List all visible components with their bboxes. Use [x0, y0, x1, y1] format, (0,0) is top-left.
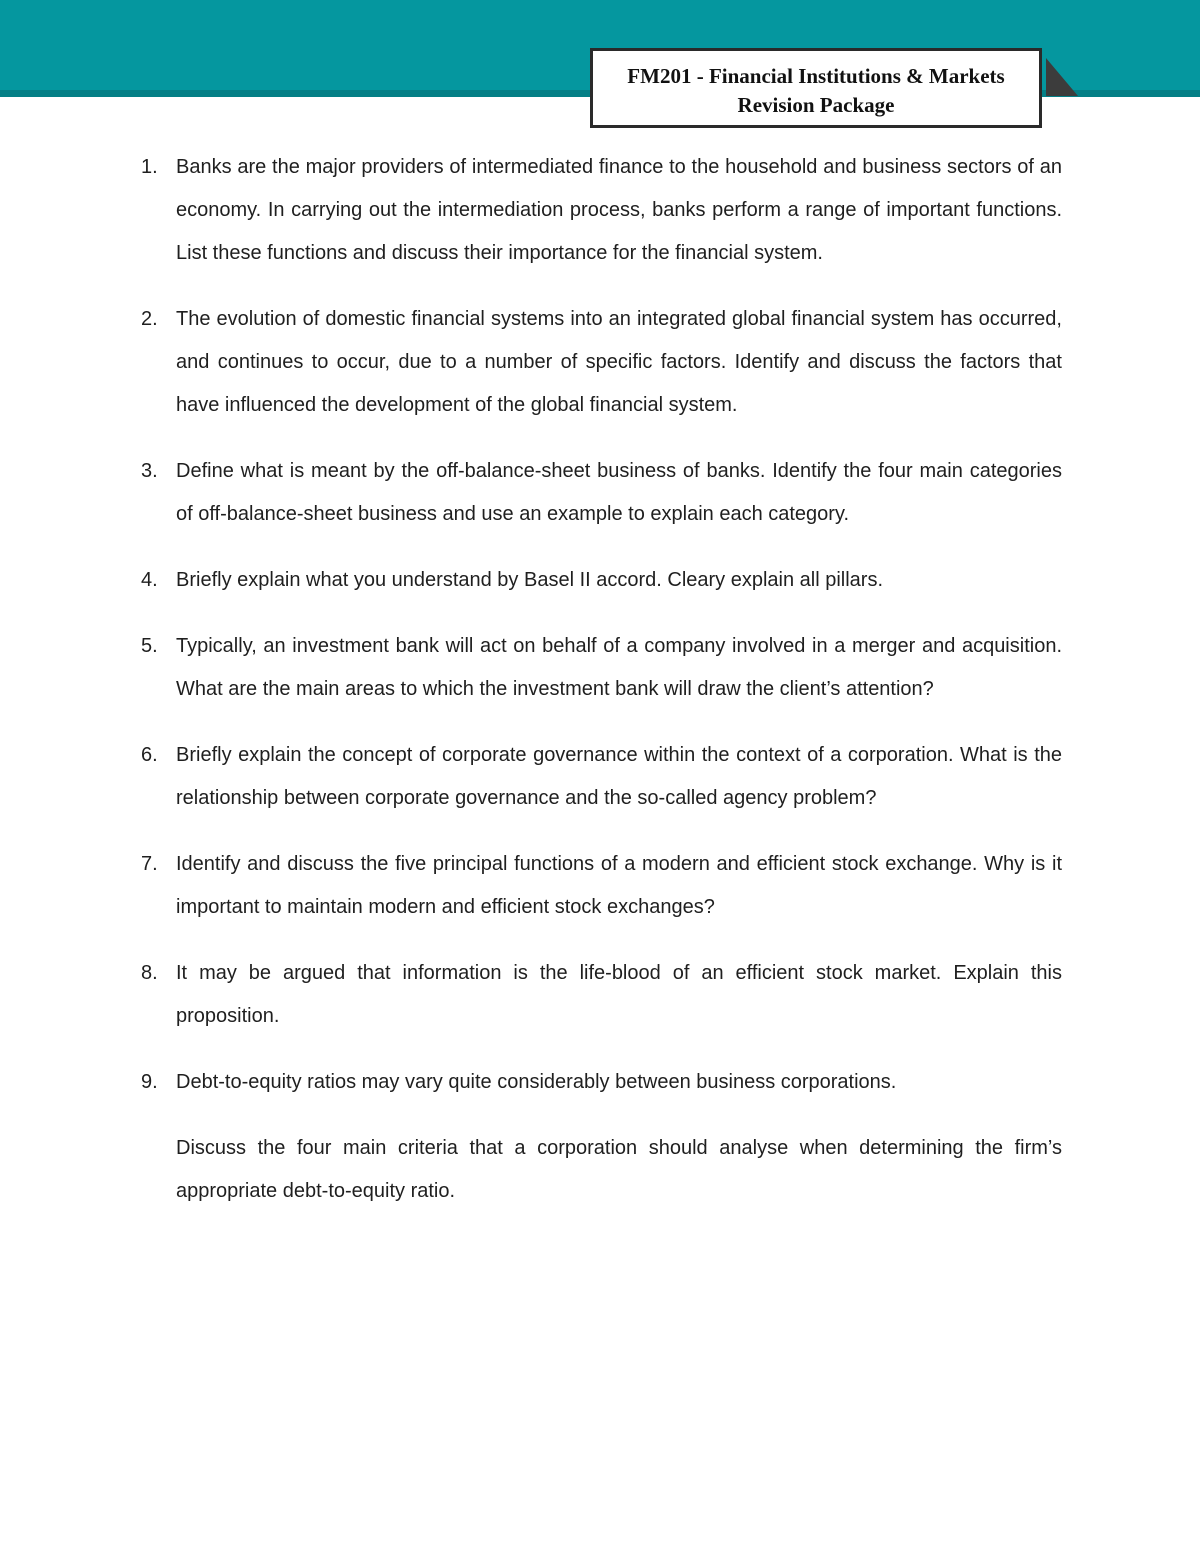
question-number: 5. — [141, 635, 158, 657]
question-text: The evolution of domestic financial systems into an integrated global financial system has occurred, and continues to occur, due to a number of specific factors. Identify and discuss the factors that have influenced the development of the global financial system. — [176, 308, 1062, 416]
question-item — [0, 843, 1200, 929]
question-text: Debt-to-equity ratios may vary quite considerably between business corporations. — [176, 1071, 897, 1093]
question-text: Briefly explain what you understand by Basel II accord. Cleary explain all pillars. — [176, 569, 884, 591]
question-number: 3. — [141, 460, 158, 482]
question-item — [0, 559, 1200, 602]
question-followup-text: Discuss the four main criteria that a corporation should analyse when determining the firm’s appropriate debt-to-equity ratio. — [176, 1137, 1062, 1202]
document-subtitle: Revision Package — [737, 93, 895, 117]
question-number: 4. — [141, 569, 158, 591]
question-number: 9. — [141, 1071, 158, 1093]
document-title: FM201 - Financial Institutions & Markets — [627, 64, 1005, 88]
question-text: It may be argued that information is the life-blood of an efficient stock market. Explain this proposition. — [176, 962, 1062, 1027]
question-item — [0, 450, 1200, 536]
question-list — [0, 146, 1200, 1236]
question-text: Identify and discuss the five principal functions of a modern and efficient stock exchange. Why is it important to maintain modern and efficient stock exchanges? — [176, 853, 1062, 918]
question-number: 8. — [141, 962, 158, 984]
question-item — [0, 298, 1200, 427]
question-number: 2. — [141, 308, 158, 330]
question-number: 6. — [141, 744, 158, 766]
document-title-box — [590, 48, 1042, 128]
question-item — [0, 146, 1200, 275]
question-text: Briefly explain the concept of corporate governance within the context of a corporation. What is the relationship between corporate governance and the so-called agency problem? — [176, 744, 1062, 809]
question-item — [0, 734, 1200, 820]
question-number: 7. — [141, 853, 158, 875]
question-item — [0, 625, 1200, 711]
question-item — [0, 952, 1200, 1038]
question-number: 1. — [141, 156, 158, 178]
question-item — [0, 1061, 1200, 1213]
question-text: Define what is meant by the off-balance-sheet business of banks. Identify the four main categories of off-balance-sheet business and use an example to explain each category. — [176, 460, 1062, 525]
question-text: Banks are the major providers of intermediated finance to the household and business sectors of an economy. In carrying out the intermediation process, banks perform a range of important functions. List these functions and discuss their importance for the financial system. — [176, 156, 1062, 264]
header-tab-corner — [1046, 58, 1078, 96]
question-text: Typically, an investment bank will act on behalf of a company involved in a merger and acquisition. What are the main areas to which the investment bank will draw the client’s attention? — [176, 635, 1062, 700]
